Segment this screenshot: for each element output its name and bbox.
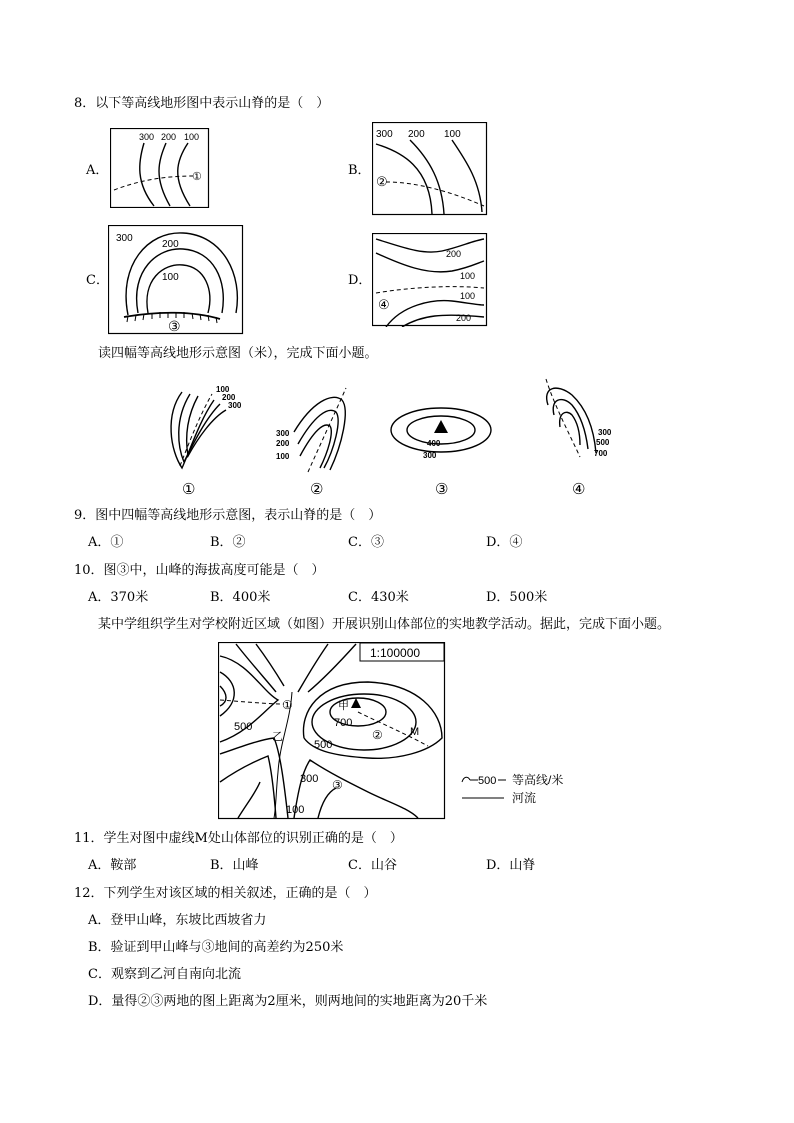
map3-label-300: 300 — [423, 451, 437, 460]
q8c-mark: ③ — [168, 318, 181, 334]
q8b-label-100: 100 — [444, 129, 461, 140]
q8d-label-100-top: 100 — [460, 271, 476, 281]
peak-triangle-icon — [434, 420, 448, 433]
q11-option-b[interactable]: B．山峰 — [210, 858, 259, 873]
q8d-label-200-top: 200 — [446, 249, 462, 259]
point-2-label: ② — [372, 728, 383, 742]
q12-option-a[interactable]: A．登甲山峰，东坡比西坡省力 — [88, 913, 267, 928]
topographic-map — [218, 642, 446, 820]
contour-700-label: 700 — [334, 717, 353, 729]
point-m-label: M — [410, 726, 420, 738]
map4-caption: ④ — [572, 481, 586, 498]
map1-caption: ① — [182, 481, 196, 498]
q8-label-a: A． — [86, 163, 109, 178]
intro-four-maps: 读四幅等高线地形示意图（米），完成下面小题。 — [98, 346, 378, 361]
q10-option-b[interactable]: B．400米 — [210, 590, 271, 605]
point-3-label: ③ — [332, 778, 343, 792]
q8d-label-100-bottom: 100 — [460, 291, 476, 301]
q8a-mark: ① — [192, 171, 202, 183]
q12-option-c[interactable]: C．观察到乙河自南向北流 — [88, 967, 241, 982]
q12-stem: 12．下列学生对该区域的相关叙述，正确的是（ ） — [74, 886, 377, 901]
q8a-label-200: 200 — [161, 132, 177, 142]
q8b-label-300: 300 — [376, 129, 393, 140]
q8-label-c: C． — [86, 273, 109, 288]
q9-stem: 9．图中四幅等高线地形示意图，表示山脊的是（ ） — [74, 508, 382, 523]
map2-label-200: 200 — [276, 439, 290, 448]
q8-figure-c — [108, 225, 244, 335]
contour-500-label-left: 500 — [234, 721, 253, 733]
map1-label-100: 100 — [216, 385, 230, 394]
q8d-label-200-bottom: 200 — [456, 313, 472, 323]
map2-label-100: 100 — [276, 452, 290, 461]
q8-label-b: B． — [348, 163, 371, 178]
legend-river-text: 河流 — [512, 791, 537, 805]
contour-300-label: 300 — [300, 773, 319, 785]
map-legend — [458, 772, 608, 806]
q10-option-a[interactable]: A．370米 — [88, 590, 149, 605]
map1-label-300: 300 — [228, 401, 242, 410]
point-1-label: ① — [282, 698, 293, 712]
q11-option-c[interactable]: C．山谷 — [348, 858, 397, 873]
map4-label-700: 700 — [594, 449, 608, 458]
map4-label-300: 300 — [598, 428, 612, 437]
map-2 — [272, 380, 362, 500]
contour-100-label: 100 — [286, 804, 305, 816]
map1-label-200: 200 — [222, 393, 236, 402]
map-3 — [385, 380, 495, 500]
map3-label-400: 400 — [427, 439, 441, 448]
q11-option-d[interactable]: D．山脊 — [486, 858, 536, 873]
q9-option-a[interactable]: A．① — [88, 535, 124, 550]
q8-figure-a — [110, 128, 210, 208]
q12-option-d[interactable]: D．量得②③两地的图上距离为2厘米，则两地间的实地距离为20千米 — [88, 994, 488, 1009]
q10-option-d[interactable]: D．500米 — [486, 590, 548, 605]
map-4 — [532, 375, 632, 500]
legend-contour-text: 等高线/米 — [512, 773, 564, 787]
q8b-label-200: 200 — [408, 129, 425, 140]
q8-figure-b — [372, 122, 488, 216]
contour-500-label-right: 500 — [314, 739, 333, 751]
q8a-label-300: 300 — [139, 132, 155, 142]
q8c-label-100: 100 — [162, 272, 179, 283]
q9-option-c[interactable]: C．③ — [348, 535, 384, 550]
map-1 — [160, 380, 250, 500]
q9-option-d[interactable]: D．④ — [486, 535, 523, 550]
q8d-mark: ④ — [378, 297, 390, 312]
q11-stem: 11．学生对图中虚线M处山体部位的识别正确的是（ ） — [74, 831, 403, 846]
q8-label-d: D． — [348, 273, 372, 288]
q8-stem: 8．以下等高线地形图中表示山脊的是（ ） — [74, 96, 330, 111]
map2-label-300: 300 — [276, 429, 290, 438]
q9-option-b[interactable]: B．② — [210, 535, 246, 550]
q11-option-a[interactable]: A．鞍部 — [88, 858, 137, 873]
q8a-label-100: 100 — [184, 132, 200, 142]
q10-stem: 10．图③中，山峰的海拔高度可能是（ ） — [74, 563, 325, 578]
q8b-mark: ② — [376, 174, 388, 189]
map2-caption: ② — [310, 481, 324, 498]
q12-option-b[interactable]: B．验证到甲山峰与③地间的高差约为250米 — [88, 940, 344, 955]
legend-contour-value: 500 — [478, 775, 497, 787]
peak-jia-label: 甲 — [338, 700, 349, 712]
map-scale: 1:100000 — [370, 646, 421, 660]
river-yi-label: 乙 — [272, 731, 283, 743]
intro-school-activity: 某中学组织学生对学校附近区域（如图）开展识别山体部位的实地教学活动。据此，完成下面小题。 — [98, 617, 671, 632]
q8c-label-200: 200 — [162, 239, 179, 250]
q8c-label-300: 300 — [116, 233, 133, 244]
q10-option-c[interactable]: C．430米 — [348, 590, 409, 605]
map3-caption: ③ — [435, 481, 449, 498]
q8-figure-d — [372, 233, 488, 327]
map4-label-500: 500 — [596, 438, 610, 447]
